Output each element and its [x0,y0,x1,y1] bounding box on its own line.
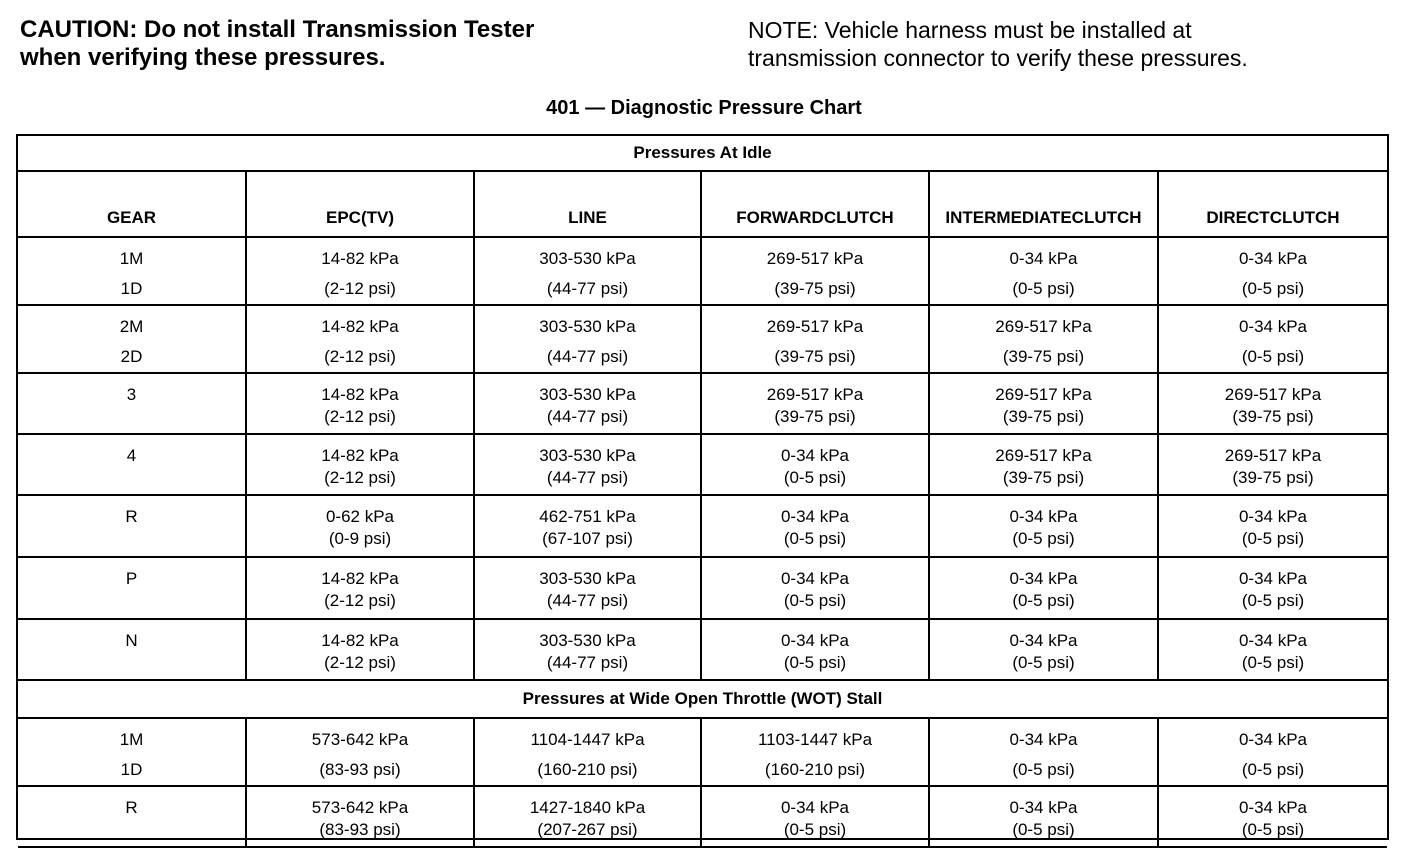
cell-intermediate-clutch [929,619,1158,680]
cell-forward-clutch [701,434,929,495]
cell-line-1: 269-517 kPa [995,385,1092,404]
cell-line-1: 269-517 kPa [1224,446,1322,465]
cell-line-2: (44-77 psi) [546,279,629,298]
cell-line-1: 14-82 kPa [321,569,399,588]
header-epc [246,171,474,237]
cell-line-2: (0-5 psi) [1012,591,1075,610]
cell-line-2: (2-12 psi) [324,347,396,366]
cell-epc [246,237,474,305]
cell-line-1: 0-34 kPa [1238,507,1308,526]
cell-line-2: (0-9 psi) [328,529,392,548]
cell-line-1: 14-82 kPa [321,631,399,650]
cell-line-2: 1D [120,760,143,779]
cell-line-2: (0-5 psi) [783,820,847,839]
cell-line-1: 573-642 kPa [311,798,409,817]
cell-line-2: (44-77 psi) [546,407,629,426]
cell-line-2: (0-5 psi) [1241,591,1305,610]
cell-line-1: N [125,631,138,650]
cell-direct-clutch [1158,237,1387,305]
cell-line-1: 303-530 kPa [539,317,636,336]
cell-line-1: 0-34 kPa [1009,798,1078,817]
header-direct-clutch [1158,171,1387,237]
cell-gear [18,305,246,373]
cell-line-2: (39-75 psi) [1232,468,1314,487]
table-row [18,718,1387,786]
cell-gear [18,718,246,786]
caution-line-2: when verifying these pressures. [20,44,386,71]
cell-line [474,237,701,305]
cell-line-1: 0-34 kPa [1238,317,1308,336]
cell-line-1: 3 [126,385,137,404]
caution-notice [20,16,660,72]
cell-line-2: (2-12 psi) [324,279,396,298]
cell-forward-clutch [701,373,929,434]
cell-line-1: 0-34 kPa [780,798,850,817]
cell-line-1: 0-34 kPa [1009,730,1078,749]
cell-line-1: 0-34 kPa [780,446,850,465]
header-forward-line2: CLUTCH [823,208,894,227]
section-row-idle [18,136,1387,171]
cell-line-2: (0-5 psi) [783,591,847,610]
cell-line-1: 1103-1447 kPa [757,730,873,749]
cell-forward-clutch [701,786,929,847]
cell-gear [18,373,246,434]
cell-line-1: 4 [126,446,137,465]
cell-epc [246,718,474,786]
cell-line-1: 303-530 kPa [539,385,636,404]
cell-line-2: (39-75 psi) [1002,407,1085,426]
cell-gear [18,495,246,557]
table-row [18,237,1387,305]
header-direct-line2: CLUTCH [1269,208,1340,227]
cell-direct-clutch [1158,305,1387,373]
cell-epc [246,305,474,373]
cell-line-1: 462-751 kPa [539,507,636,526]
header-intermediate-line2: CLUTCH [1071,208,1142,227]
cell-line-2: (2-12 psi) [324,653,396,672]
cell-line-2: (0-5 psi) [1012,279,1075,298]
cell-line-2: (39-75 psi) [1002,347,1085,366]
section-row-wot [18,680,1387,718]
table-row [18,619,1387,680]
cell-line-2: (0-5 psi) [1241,653,1305,672]
cell-line-2: (0-5 psi) [1012,820,1075,839]
cell-line-2: (2-12 psi) [324,591,396,610]
cell-line-1: 1427-1840 kPa [529,798,646,817]
cell-line-1: 1M [119,730,144,749]
cell-line [474,305,701,373]
cell-line-2: (44-77 psi) [546,347,629,366]
cell-line-1: R [125,507,138,526]
note-line-2: transmission connector to verify these pressures. [748,45,1248,71]
header-intermediate-line1: INTERMEDIATE [945,208,1072,227]
cell-line-2: (0-5 psi) [783,468,847,487]
cell-line-1: 0-34 kPa [780,631,850,650]
header-epc-line2: (TV) [360,208,394,227]
header-forward-line1: FORWARD [736,208,824,227]
cell-line-1: P [125,569,138,588]
cell-intermediate-clutch [929,373,1158,434]
cell-line-1: R [125,798,138,817]
header-forward-clutch [701,171,929,237]
cell-direct-clutch [1158,619,1387,680]
cell-line [474,557,701,619]
cell-line-1: 269-517 kPa [995,446,1092,465]
table-row [18,557,1387,619]
cell-line-1: 269-517 kPa [766,317,864,336]
section-title-idle: Pressures At Idle [18,136,1387,171]
cell-line-2: (0-5 psi) [1241,529,1305,548]
cell-intermediate-clutch [929,557,1158,619]
table-row [18,786,1387,847]
cell-line-1: 1M [119,249,144,268]
cell-line-2: (0-5 psi) [1241,347,1305,366]
cell-line [474,718,701,786]
cell-line-1: 0-34 kPa [1238,249,1308,268]
cell-line-2: (39-75 psi) [774,279,856,298]
cell-line-1: 573-642 kPa [311,730,409,749]
cell-line-2: (160-210 psi) [764,760,866,779]
cell-line-2: (0-5 psi) [1241,279,1305,298]
cell-intermediate-clutch [929,237,1158,305]
cell-line-1: 303-530 kPa [539,631,636,650]
cell-forward-clutch [701,718,929,786]
cell-line-2: (0-5 psi) [1012,653,1075,672]
cell-direct-clutch [1158,495,1387,557]
cell-line [474,786,701,847]
cell-line [474,495,701,557]
cell-line-2: (44-77 psi) [546,468,629,487]
header-line [474,171,701,237]
cell-line-1: 269-517 kPa [1224,385,1322,404]
cell-line-2: (83-93 psi) [319,760,401,779]
cell-line-1: 303-530 kPa [539,249,636,268]
header-intermediate-clutch [929,171,1158,237]
cell-line-1: 0-34 kPa [1009,631,1078,650]
cell-intermediate-clutch [929,786,1158,847]
cell-line-1: 0-34 kPa [1238,569,1308,588]
cell-gear [18,237,246,305]
note-notice [748,16,1388,72]
cell-direct-clutch [1158,434,1387,495]
cell-line-1: 303-530 kPa [539,446,636,465]
cell-line-1: 0-34 kPa [1238,798,1308,817]
cell-direct-clutch [1158,786,1387,847]
cell-gear [18,434,246,495]
cell-line-1: 0-34 kPa [1009,249,1078,268]
column-header-row [18,171,1387,237]
header-direct-line1: DIRECT [1206,208,1270,227]
cell-forward-clutch [701,557,929,619]
cell-line-1: 1104-1447 kPa [530,730,645,749]
cell-line-2: (44-77 psi) [546,591,629,610]
cell-line-2: (0-5 psi) [783,529,847,548]
cell-line-1: 0-34 kPa [780,569,850,588]
table-row [18,305,1387,373]
cell-gear [18,557,246,619]
cell-epc [246,557,474,619]
cell-line-2: (0-5 psi) [1241,760,1305,779]
cell-gear [18,786,246,847]
cell-intermediate-clutch [929,434,1158,495]
cell-forward-clutch [701,619,929,680]
cell-epc [246,373,474,434]
cell-epc [246,434,474,495]
cell-line-2: (160-210 psi) [537,760,638,779]
note-line-1: NOTE: Vehicle harness must be installed at [748,17,1192,43]
cell-direct-clutch [1158,373,1387,434]
cell-line-1: 269-517 kPa [766,249,864,268]
cell-line-2: 1D [120,279,143,298]
cell-line-1: 303-530 kPa [539,569,636,588]
caution-line-1: CAUTION: Do not install Transmission Tester [20,16,535,43]
cell-line-2: (0-5 psi) [783,653,847,672]
header-epc-line1: EPC [325,208,361,227]
cell-gear [18,619,246,680]
cell-forward-clutch [701,237,929,305]
cell-line-2: (83-93 psi) [319,820,401,839]
cell-line [474,373,701,434]
cell-line-2: (0-5 psi) [1012,529,1075,548]
table-row [18,373,1387,434]
cell-line-1: 14-82 kPa [321,249,399,268]
cell-epc [246,495,474,557]
cell-line [474,619,701,680]
diagnostic-pressure-table [18,136,1387,848]
cell-line-2: 2D [120,347,143,366]
cell-intermediate-clutch [929,305,1158,373]
cell-epc [246,786,474,847]
cell-line-1: 0-62 kPa [325,507,395,526]
cell-direct-clutch [1158,557,1387,619]
header-line-label: LINE [568,208,607,227]
cell-line-2: (2-12 psi) [324,407,396,426]
cell-line-2: (39-75 psi) [774,407,856,426]
cell-line-1: 0-34 kPa [780,507,850,526]
cell-line-1: 14-82 kPa [321,446,399,465]
table-row [18,495,1387,557]
cell-direct-clutch [1158,718,1387,786]
cell-line-1: 269-517 kPa [995,317,1092,336]
cell-line-2: (39-75 psi) [1002,468,1085,487]
chart-title: 401 — Diagnostic Pressure Chart [546,97,862,119]
cell-line-2: (44-77 psi) [546,653,629,672]
header-gear [18,171,246,237]
cell-line-1: 0-34 kPa [1009,569,1078,588]
cell-line-1: 269-517 kPa [766,385,864,404]
cell-line-2: (207-267 psi) [537,820,638,839]
cell-line-2: (39-75 psi) [1232,407,1314,426]
cell-forward-clutch [701,305,929,373]
cell-line [474,434,701,495]
cell-line-1: 14-82 kPa [321,317,399,336]
cell-line-2: (67-107 psi) [542,529,633,548]
cell-line-1: 0-34 kPa [1009,507,1078,526]
table-row [18,434,1387,495]
cell-line-1: 0-34 kPa [1238,631,1308,650]
cell-intermediate-clutch [929,495,1158,557]
cell-line-2: (39-75 psi) [774,347,856,366]
cell-line-2: (0-5 psi) [1241,820,1305,839]
cell-line-1: 14-82 kPa [321,385,399,404]
header-gear-label: GEAR [106,208,157,227]
cell-epc [246,619,474,680]
cell-line-1: 0-34 kPa [1238,730,1308,749]
cell-forward-clutch [701,495,929,557]
cell-line-2: (2-12 psi) [324,468,396,487]
cell-line-2: (0-5 psi) [1012,760,1075,779]
cell-intermediate-clutch [929,718,1158,786]
cell-line-1: 2M [119,317,144,336]
section-title-wot: Pressures at Wide Open Throttle (WOT) Stall [18,680,1387,718]
